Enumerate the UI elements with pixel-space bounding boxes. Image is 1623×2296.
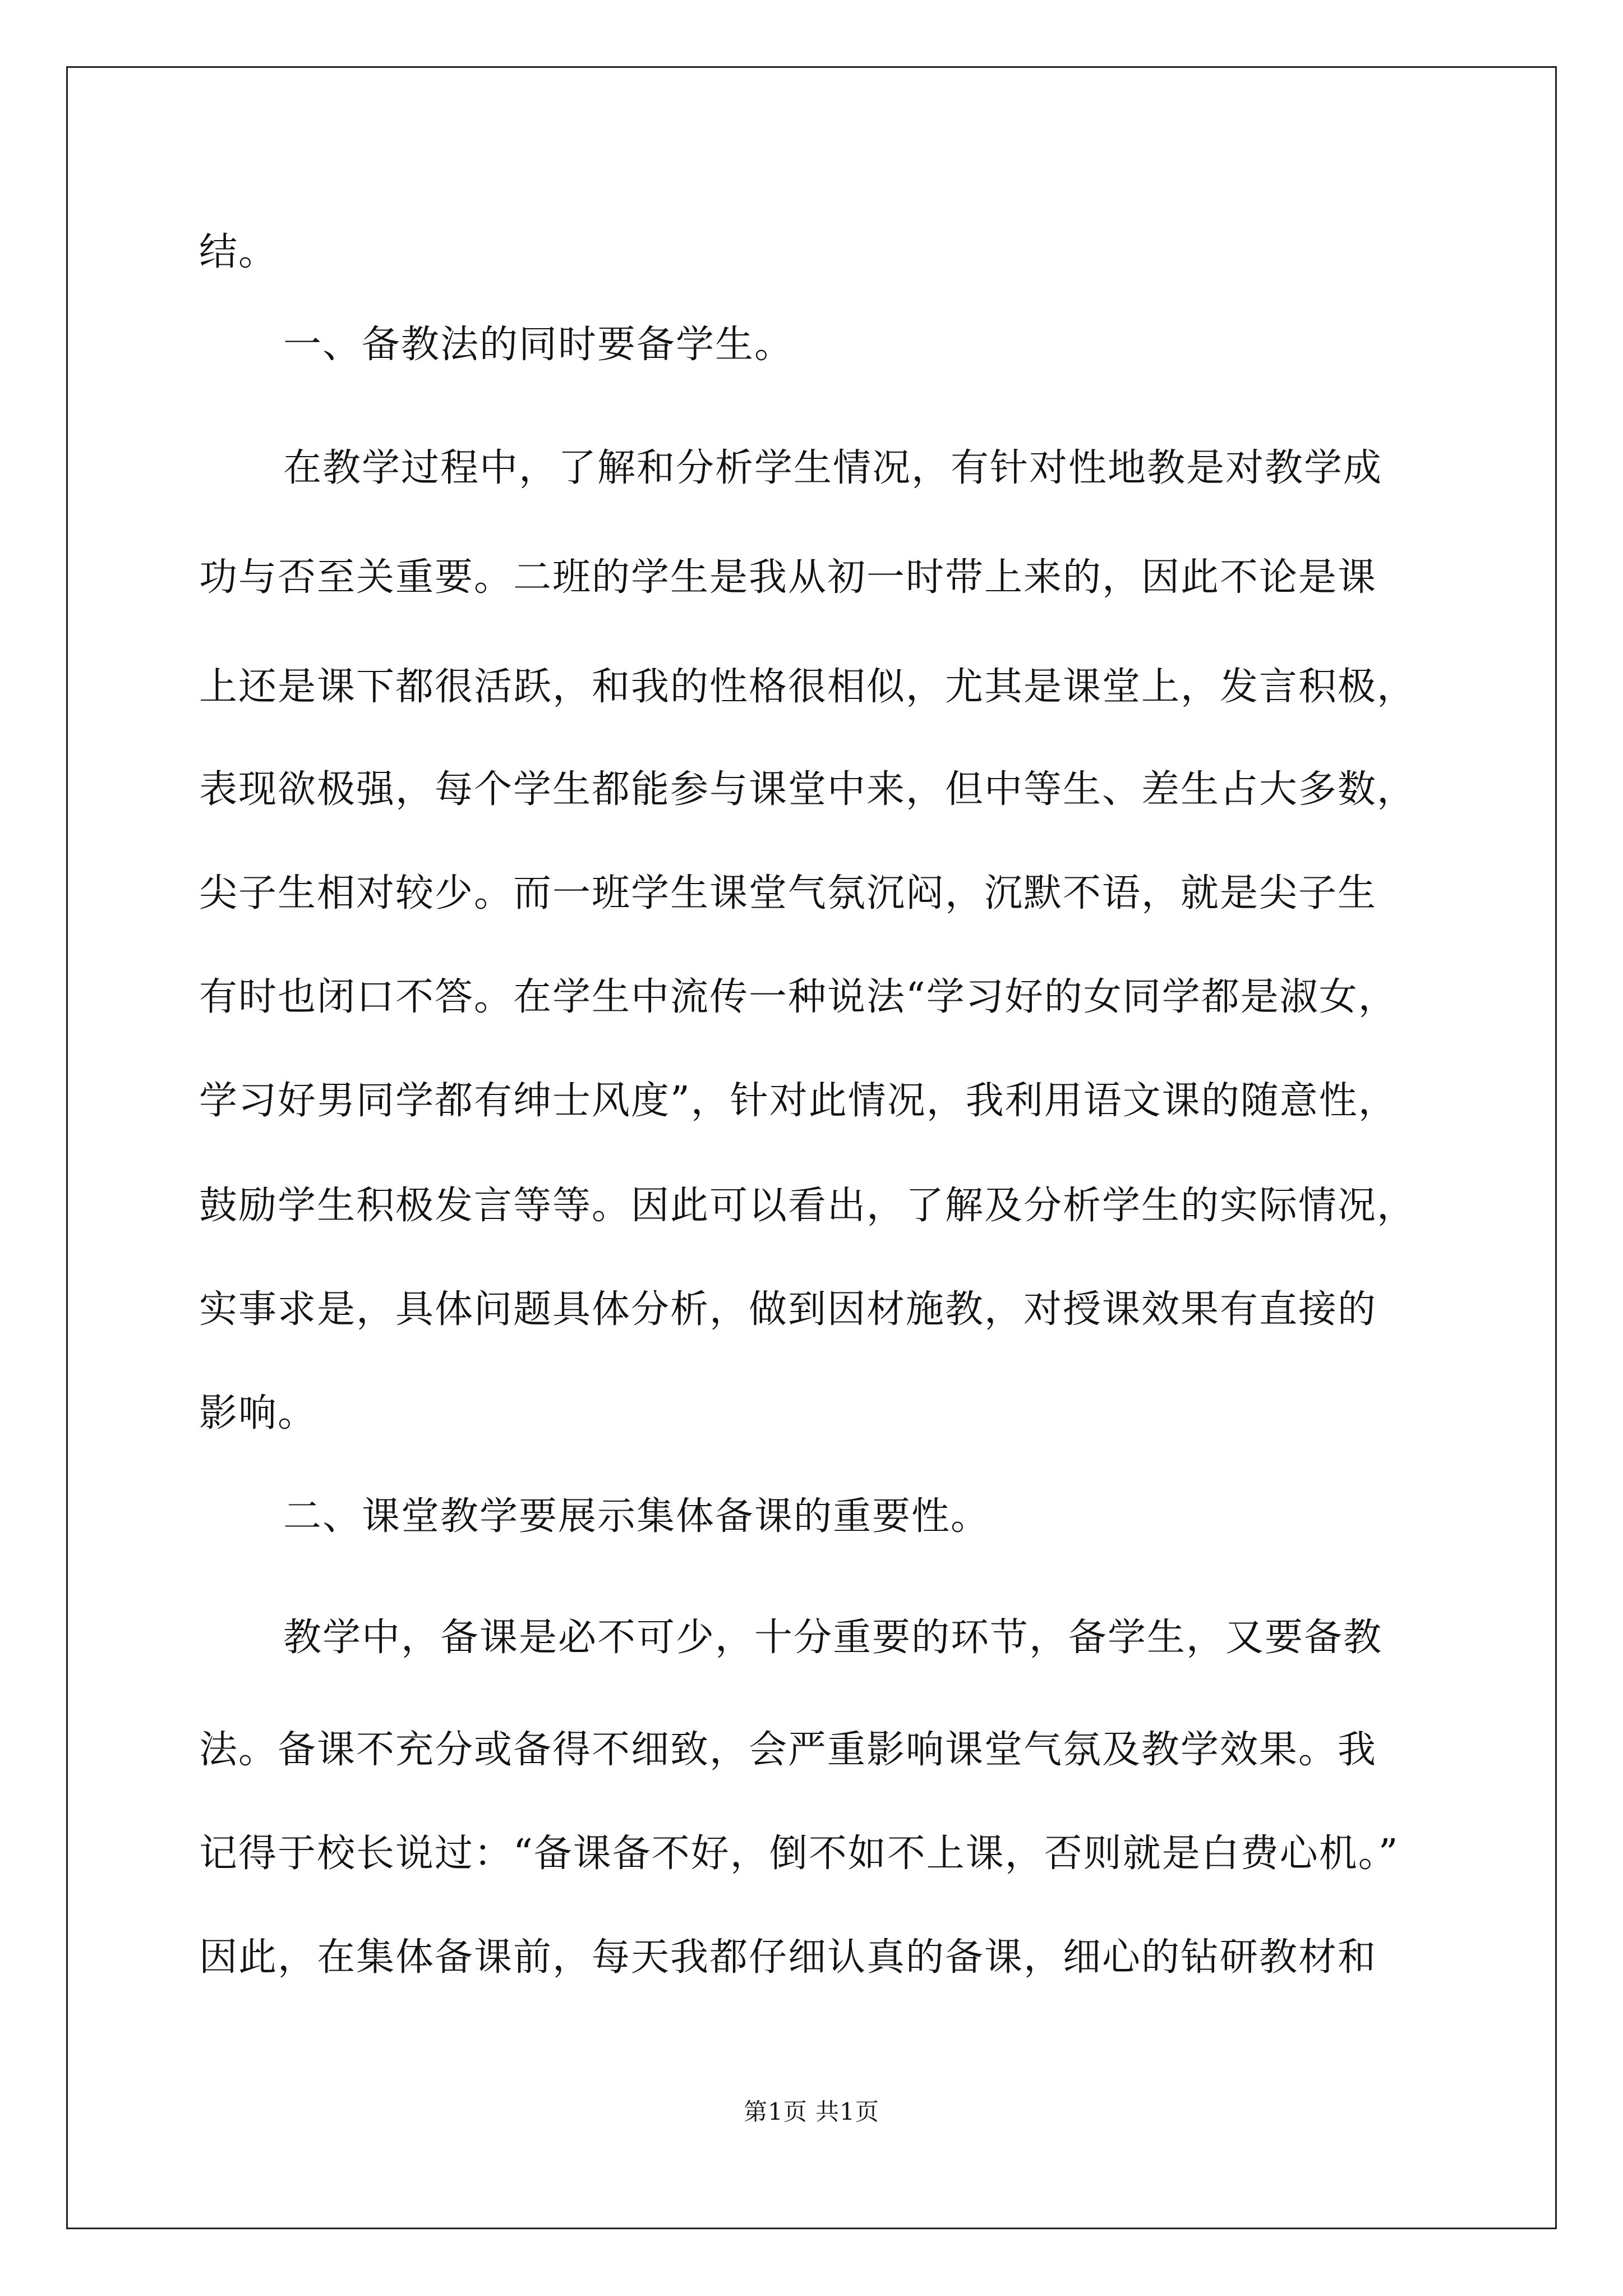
text-line: 表现欲极强，每个学生都能参与课堂中来，但中等生、差生占大多数， — [199, 767, 1417, 812]
section-heading: 二、课堂教学要展示集体备课的重要性。 — [283, 1494, 990, 1539]
text-line: 上还是课下都很活跃，和我的性格很相似，尤其是课堂上，发言积极， — [199, 665, 1417, 709]
text-line: 实事求是，具体问题具体分析，做到因材施教，对授课效果有直接的 — [199, 1287, 1377, 1332]
section-heading: 一、备教法的同时要备学生。 — [283, 323, 794, 367]
text-line: 功与否至关重要。二班的学生是我从初一时带上来的，因此不论是课 — [199, 555, 1377, 600]
text-line: 有时也闭口不答。在学生中流传一种说法“学习好的女同学都是淑女， — [199, 975, 1398, 1019]
text-line: 学习好男同学都有绅士风度”，针对此情况，我利用语文课的随意性， — [199, 1079, 1398, 1123]
text-line: 鼓励学生积极发言等等。因此可以看出，了解及分析学生的实际情况， — [199, 1184, 1417, 1228]
text-line: 法。备课不充分或备得不细致，会严重影响课堂气氛及教学效果。我 — [199, 1728, 1377, 1772]
text-line: 影响。 — [199, 1391, 317, 1435]
page-border — [66, 66, 1557, 2229]
page-number-footer: 第1页 共1页 — [744, 2098, 879, 2125]
text-line: 教学中，备课是必不可少，十分重要的环节，备学生，又要备教 — [283, 1616, 1383, 1660]
text-line: 尖子生相对较少。而一班学生课堂气氛沉闷，沉默不语，就是尖子生 — [199, 871, 1377, 915]
text-line: 在教学过程中，了解和分析学生情况，有针对性地教是对教学成 — [283, 446, 1383, 490]
text-line: 因此，在集体备课前，每天我都仔细认真的备课，细心的钻研教材和 — [199, 1935, 1377, 1980]
text-line: 记得于校长说过：“备课备不好，倒不如不上课，否则就是白费心机。” — [199, 1832, 1399, 1876]
text-line: 结。 — [199, 230, 278, 274]
